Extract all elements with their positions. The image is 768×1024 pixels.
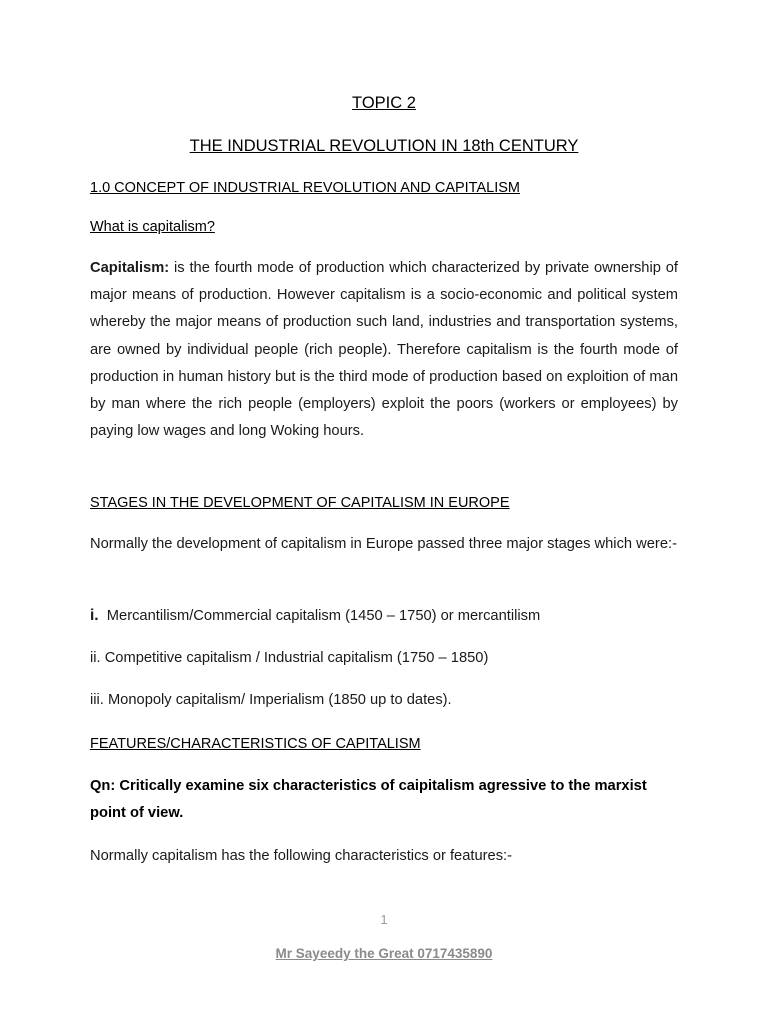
capitalism-definition — [90, 255, 678, 445]
stage-text: Mercantilism/Commercial capitalism (1450 – 1750) or mercantilism — [98, 608, 541, 624]
page-number: 1 — [380, 912, 388, 927]
stages-intro: Normally the development of capitalism in Europe passed three major stages which were:- — [90, 536, 677, 552]
topic-label: TOPIC 2 — [352, 94, 416, 112]
stage-item — [90, 607, 680, 625]
section-heading: 1.0 CONCEPT OF INDUSTRIAL REVOLUTION AND CAPITALISM — [90, 180, 520, 196]
stage-item: ii. Competitive capitalism / Industrial capitalism (1750 – 1850) — [90, 650, 489, 666]
features-heading: FEATURES/CHARACTERISTICS OF CAPITALISM — [90, 736, 421, 752]
question-heading: What is capitalism? — [90, 219, 215, 235]
document-title: THE INDUSTRIAL REVOLUTION IN 18th CENTURY — [189, 137, 579, 155]
stage-item: iii. Monopoly capitalism/ Imperialism (1850 up to dates). — [90, 692, 452, 708]
features-intro: Normally capitalism has the following characteristics or features:- — [90, 848, 513, 864]
footer-author: Mr Sayeedy the Great 0717435890 — [275, 946, 493, 961]
definition-text: is the fourth mode of production which characterized by private ownership of major means of production. However capitalism is a socio-economic and political system whereby the major means of production such land, industries and transportation systems, are owned by individual people (rich people). Therefore capitalism is the fourth mode of production in human history but is the third mode of production based on exploition of man by man where the rich people (employers) exploit the poors (workers or employees) by paying low wages and long Woking hours. — [90, 260, 678, 440]
definition-term: Capitalism: — [90, 260, 170, 276]
stages-heading: STAGES IN THE DEVELOPMENT OF CAPITALISM IN EUROPE — [90, 495, 510, 511]
stage-marker: i. — [90, 607, 99, 624]
exam-question: Qn: Critically examine six characteristics of caipitalism agressive to the marxist point of view. — [90, 778, 647, 821]
